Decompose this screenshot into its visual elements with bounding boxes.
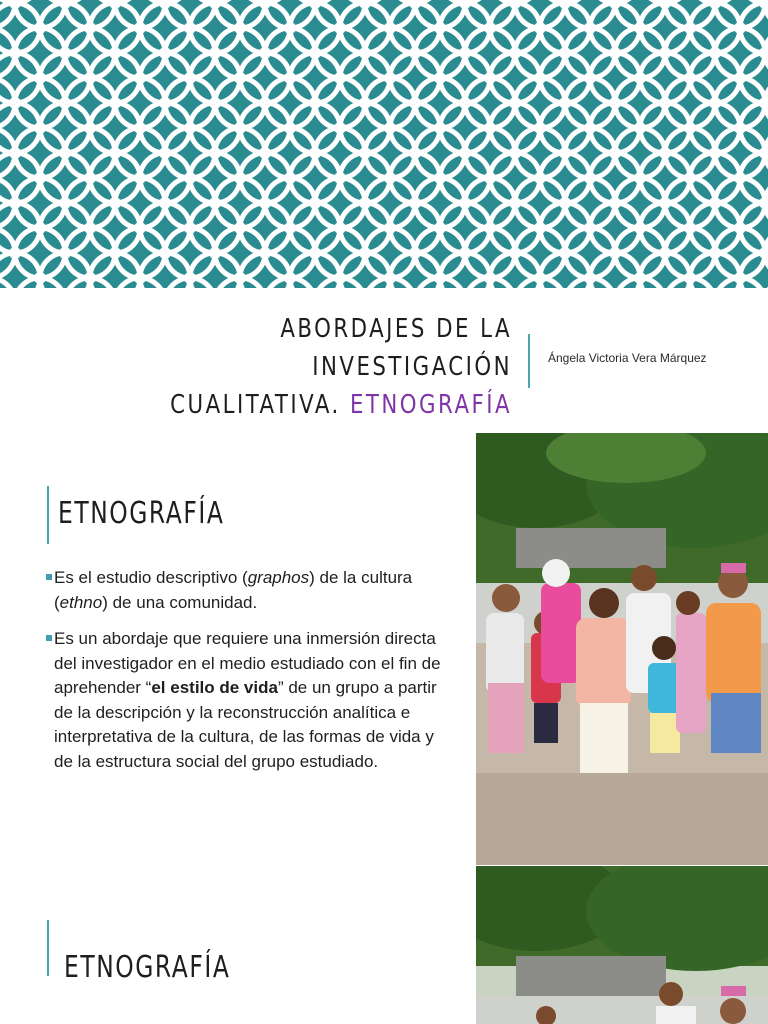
- bullet-text: Es el estudio descriptivo (: [54, 568, 248, 587]
- bullet-item: [46, 627, 446, 774]
- bullet-list: [46, 566, 446, 786]
- bullet-text: Es un abordaje que requiere una inmersión directa del investigador en el medio estudiado con el fin de aprehender “: [54, 629, 441, 697]
- street-photo: [476, 433, 768, 865]
- square-bullet-icon: [46, 574, 52, 580]
- section-heading: ETNOGRAFÍA: [58, 496, 225, 531]
- bullet-text: ” de un grupo a partir de la descripción y la reconstrucción analítica e interpretativa de la cultura, de las formas de vida y de la estructura social del grupo estudiado.: [54, 678, 437, 771]
- title-plain: CUALITATIVA.: [170, 390, 350, 420]
- presentation-title: [158, 310, 512, 424]
- bullet-italic: ethno: [59, 592, 103, 612]
- bullet-text: ) de una comunidad.: [102, 592, 258, 612]
- title-divider: [528, 334, 530, 388]
- bullet-item: [46, 566, 446, 615]
- street-photo: [476, 866, 768, 1024]
- heading-rule: [47, 486, 49, 544]
- bullet-bold: el estilo de vida: [151, 678, 278, 697]
- decorative-pattern-banner: [0, 0, 768, 288]
- bullet-italic: graphos: [247, 568, 310, 587]
- bullet-text: ) de la cultura (: [54, 568, 413, 612]
- title-line-2: [158, 386, 512, 424]
- author-name: Ángela Victoria Vera Márquez: [548, 351, 707, 365]
- section-heading: ETNOGRAFÍA: [64, 950, 231, 985]
- heading-rule: [47, 920, 49, 976]
- title-line-1: ABORDAJES DE LA INVESTIGACIÓN: [280, 314, 512, 382]
- square-bullet-icon: [46, 635, 52, 641]
- title-accent: ETNOGRAFÍA: [349, 390, 512, 420]
